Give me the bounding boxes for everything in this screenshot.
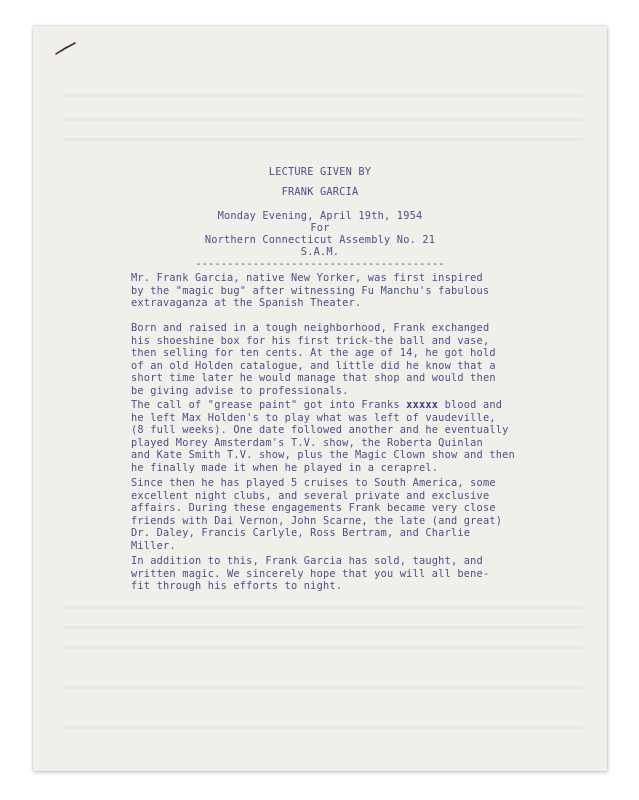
- text-line: his shoeshine box for his first trick-the ball and vase,: [131, 334, 490, 347]
- text-line: of an old Holden catalogue, and little did he know that a: [131, 359, 496, 372]
- text-line: by the "magic bug" after witnessing Fu Manchu's fabulous: [131, 284, 490, 297]
- show-through-line: [63, 726, 583, 729]
- show-through-line: [63, 686, 583, 689]
- text-line: Dr. Daley, Francis Carlyle, Ross Bertram, and Charlie: [131, 527, 471, 540]
- text-line: The call of "grease paint" got into Franks xxxxx blood and: [131, 399, 503, 411]
- lecture-date: Monday Evening, April 19th, 1954: [217, 210, 423, 222]
- paragraph-background: [131, 322, 571, 398]
- text-line: he left Max Holden's to play what was left of vaudeville,: [131, 411, 496, 424]
- text-line: excellent night clubs, and several private and exclusive: [131, 489, 490, 502]
- typewritten-page: [33, 26, 607, 771]
- text-line: friends with Dai Vernon, John Scarne, the late (and great): [131, 514, 503, 527]
- text-line: Since then he has played 5 cruises to South America, some: [131, 477, 496, 489]
- pen-tick-mark: [55, 42, 77, 56]
- text-line: Mr. Frank Garcia, native New Yorker, was first inspired: [131, 272, 483, 284]
- lecture-title: LECTURE GIVEN BY: [268, 166, 372, 178]
- text-line: written magic. We sincerely hope that you will all bene-: [131, 567, 490, 580]
- text-line: affairs. During these engagements Frank became very close: [131, 502, 496, 515]
- divider-rule: ---------------------------------------: [195, 258, 445, 270]
- text-line: Miller.: [131, 539, 176, 552]
- assembly-name: Northern Connecticut Assembly No. 21: [204, 234, 436, 246]
- lecturer-name: FRANK GARCIA: [281, 186, 359, 198]
- show-through-line: [63, 646, 583, 649]
- show-through-line: [63, 138, 583, 141]
- for-label: For: [310, 222, 330, 234]
- text-line: Born and raised in a tough neighborhood, Frank exchanged: [131, 322, 490, 334]
- text-line: short time later he would manage that shop and would then: [131, 372, 496, 385]
- show-through-line: [63, 94, 583, 97]
- text-line: In addition to this, Frank Garcia has sold, taught, and: [131, 555, 483, 567]
- show-through-line: [63, 606, 583, 609]
- text-line: (8 full weeks). One date followed another and he eventually: [131, 424, 509, 437]
- text-line: and Kate Smith T.V. show, plus the Magic Clown show and then: [131, 449, 515, 462]
- text-line: extravaganza at the Spanish Theater.: [131, 297, 362, 310]
- show-through-line: [63, 118, 583, 121]
- text-line: fit through his efforts to night.: [131, 580, 343, 593]
- paragraph-intro: [131, 272, 571, 310]
- society-abbrev: S.A.M.: [300, 246, 340, 258]
- text-line: he finally made it when he played in a ceraprel.: [131, 461, 439, 474]
- paragraph-career: [131, 477, 571, 553]
- text-line: be giving advise to professionals.: [131, 384, 349, 397]
- struck-out-text: xxxxx: [406, 399, 439, 411]
- show-through-line: [63, 626, 583, 629]
- text-line: played Morey Amsterdam's T.V. show, the Roberta Quinlan: [131, 436, 483, 449]
- paragraph-closing: [131, 555, 571, 593]
- paragraph-vaudeville: [131, 399, 571, 475]
- text-line: then selling for ten cents. At the age of 14, he got hold: [131, 347, 496, 360]
